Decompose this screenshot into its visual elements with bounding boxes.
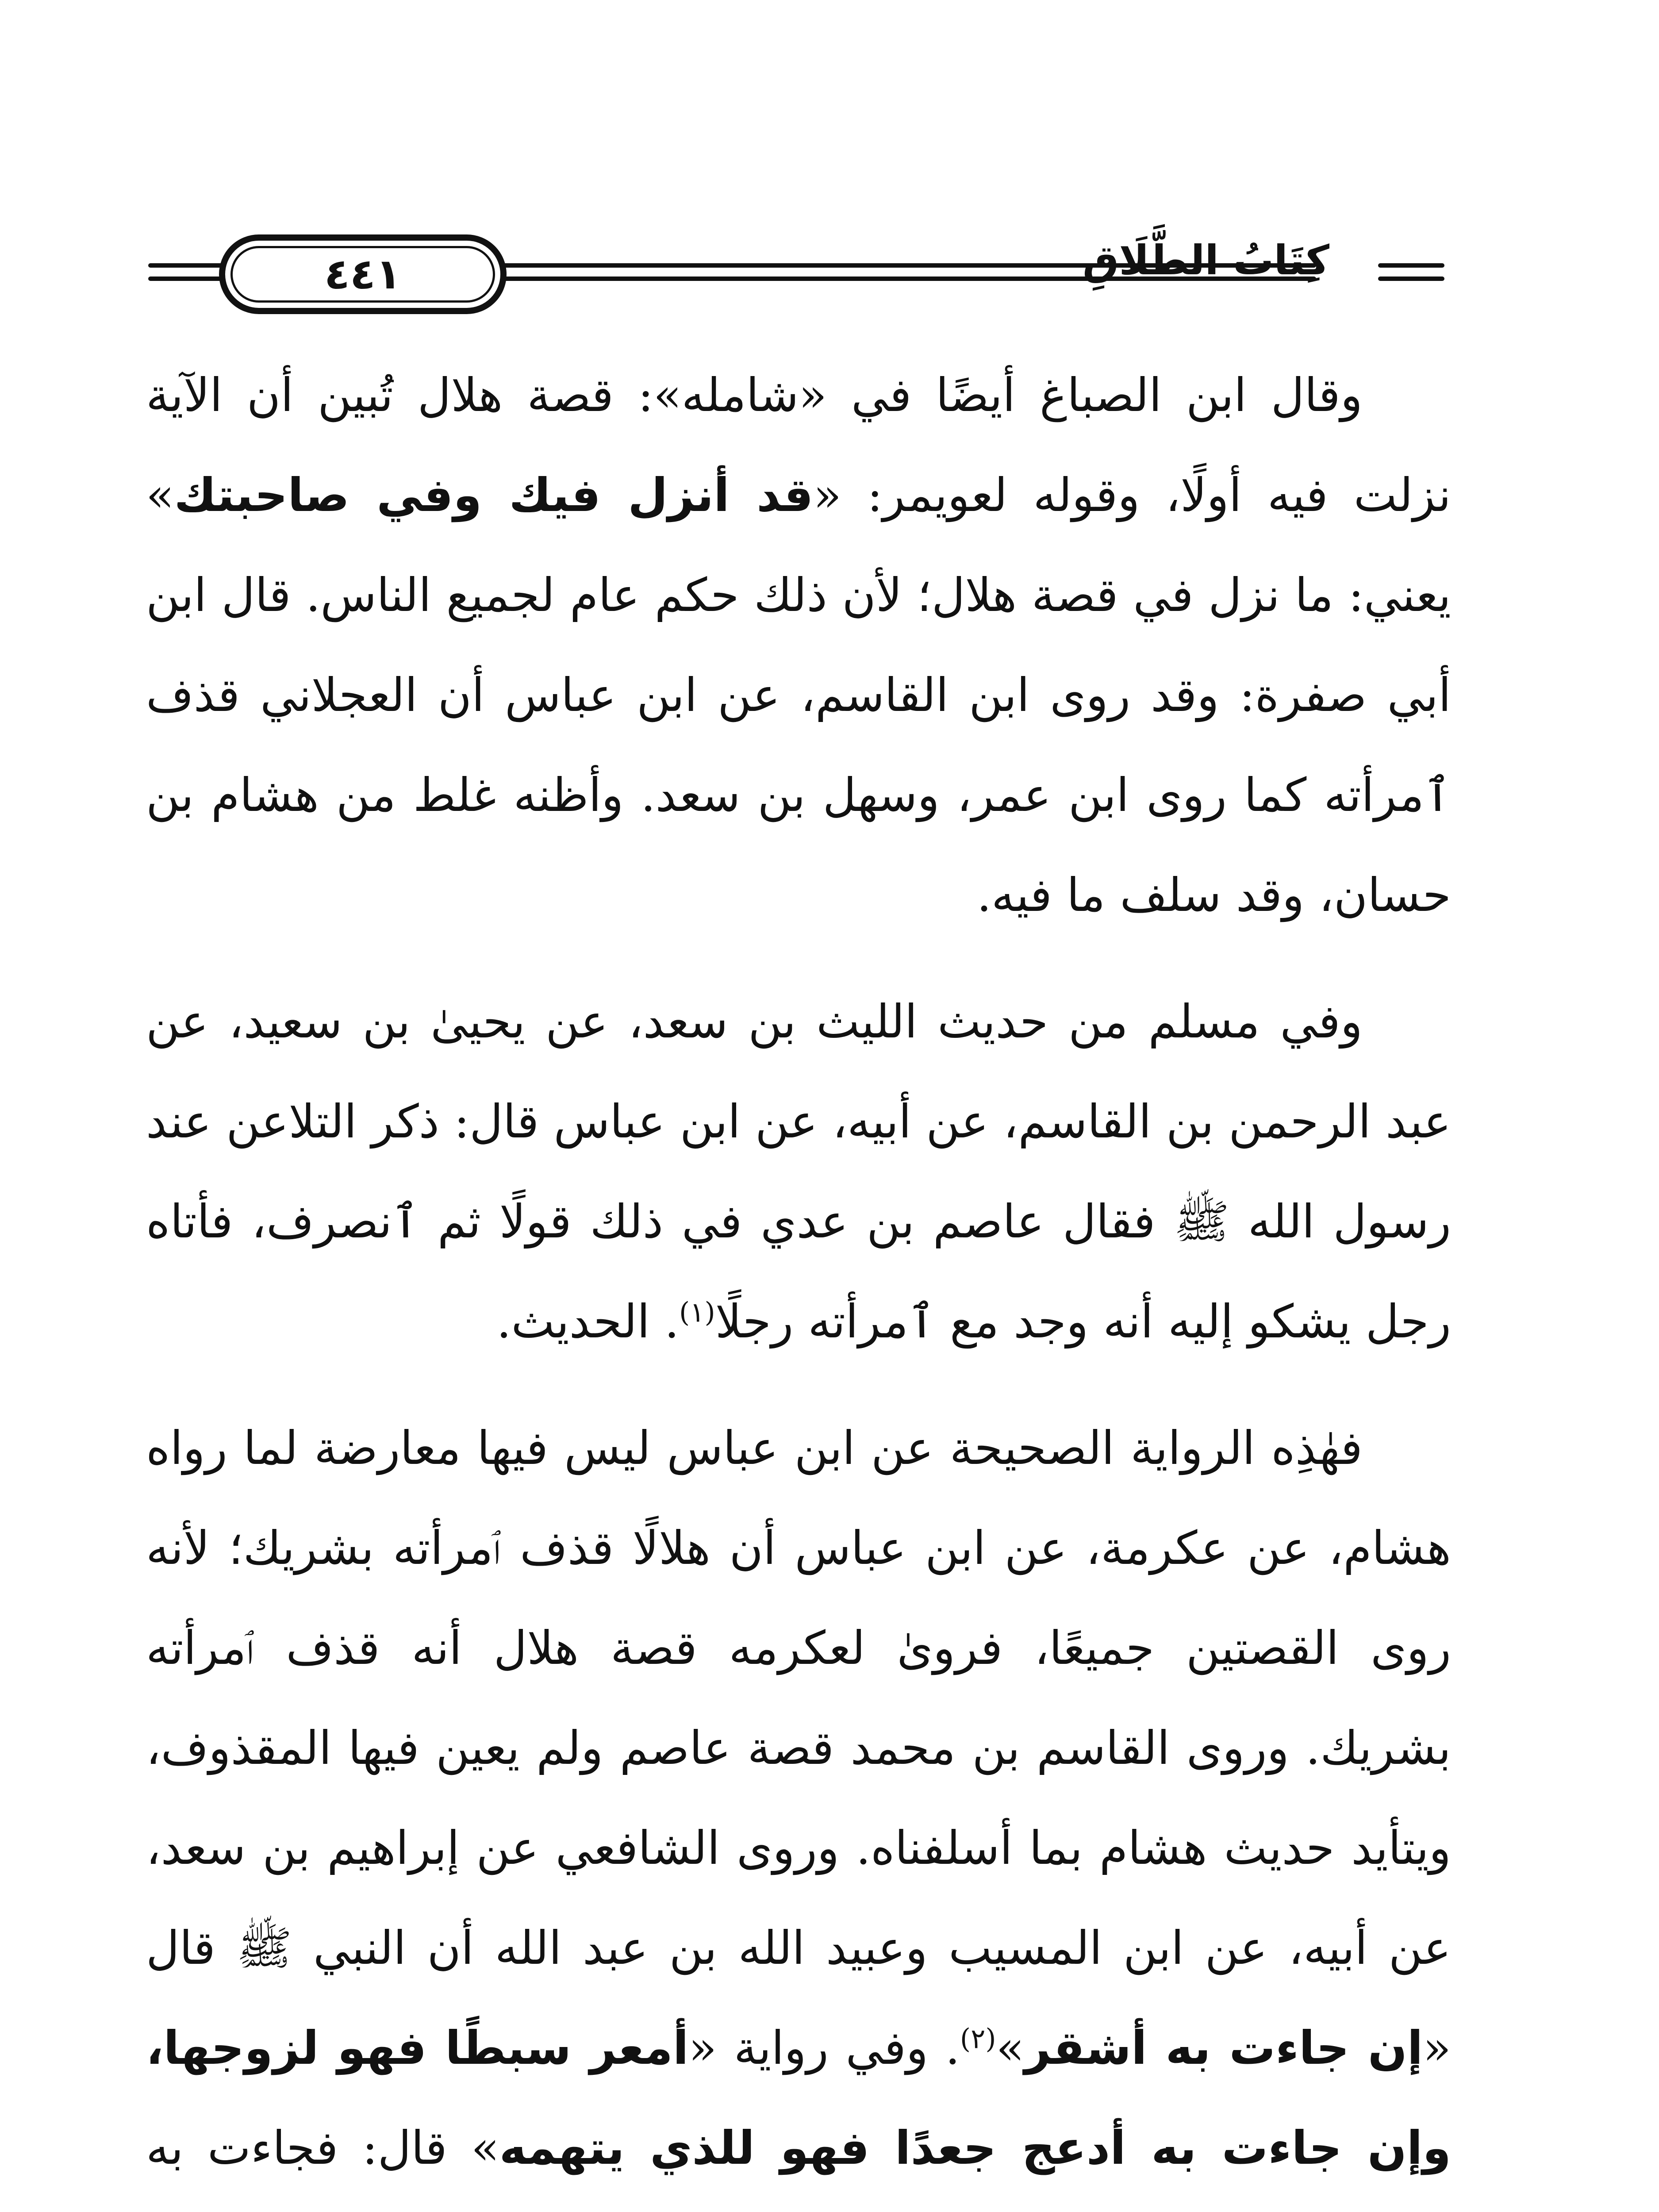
text-span: وفي مسلم من حديث الليث بن سعد، عن يحيىٰ بن سعيد، عن عبد الرحمن بن القاسم، عن أبيه، عن ابن عباس قال: ذكر التلاعن عند رسول الله ﷺ فقال عاصم بن عدي في ذلك قولًا ثم ٱنصرف، فأتاه رجل يشكو إليه أنه وجد مع ٱمرأته رجلًا [146,995,1451,1348]
footnote-ref-1[interactable]: (١) [679,1296,715,1329]
bold-quote: إن جاءت به أشقر [1024,2021,1423,2075]
text-span: . الحديث. [496,1294,680,1348]
main-text [146,345,1451,2212]
text-span: » يعني: ما نزل في قصة هلال؛ لأن ذلك حكم عام لجميع الناس. قال ابن أبي صفرة: وقد روى ابن القاسم، عن ابن عباس أن العجلاني قذف ٱمرأته كما روى ابن عمر، وسهل بن سعد. وأظنه غلط من هشام بن حسان، وقد سلف ما فيه. [146,468,1451,922]
paragraph-3 [146,1398,1451,2212]
page-number: ٤٤١ [324,250,401,299]
header-rule-right [1378,263,1444,268]
bold-quote: قد أنزل فيك وفي صاحبتك [174,468,814,522]
text-span: » قال: فجاءت به [146,2121,499,2175]
text-span: وقال ابن الصباغ أيضًا في «شامله»: قصة هلال تُبين أن الآية نزلت فيه أولًا، وقوله لعويمر: « [146,368,1451,522]
header-rule-right-2 [1378,276,1444,281]
text-span: فهٰذِه الرواية الصحيحة عن ابن عباس ليس فيها معارضة لما رواه هشام، عن عكرمة، عن ابن عباس أن هلالًا قذف ٱمرأته بشريك؛ لأنه روى القصتين جميعًا، فرویٰ لعكرمه قصة هلال أنه قذف ٱمرأته بشريك. وروى القاسم بن محمد قصة عاصم ولم يعين فيها المقذوف، ويتأيد حديث هشام بما أسلفناه. وروى الشافعي عن إبراهيم بن سعد، عن أبيه، عن ابن المسيب وعبيد الله بن عبد الله أن النبي ﷺ قال « [146,1421,1451,2075]
page-number-medallion [219,234,507,314]
text-span: . وفي رواية « [688,2021,960,2075]
footnote-ref-2[interactable]: (٢) [960,2022,996,2055]
chapter-title: كِتَابُ الطَّلَاقِ [1083,237,1329,284]
paragraph-1 [146,345,1451,945]
text-span: » [996,2021,1025,2075]
page-header [148,221,1444,323]
bold-quote: أمعر سبطًا فهو لزوجها، وإن جاءت به أدعج جعدًا فهو للذي يتهمه [146,2021,1452,2175]
paragraph-2 [146,972,1451,1371]
